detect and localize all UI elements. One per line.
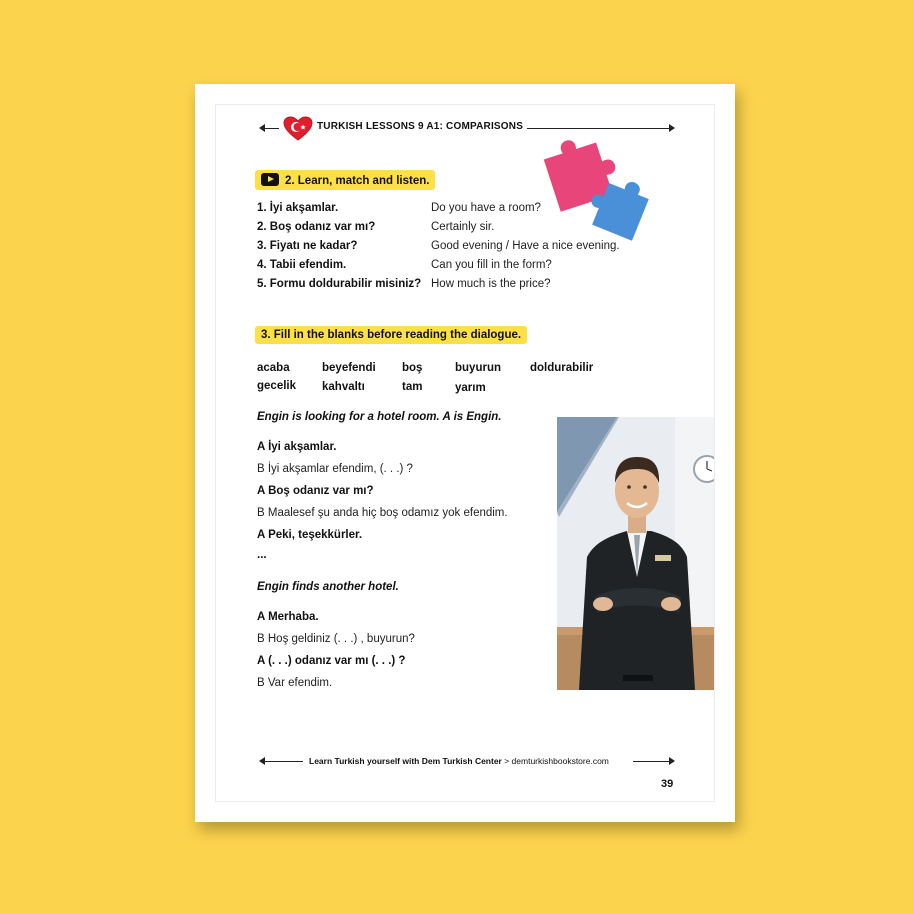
page-title: TURKISH LESSONS 9 A1: COMPARISONS [317, 121, 524, 132]
word-bank-item: gecelik [257, 380, 296, 392]
word-bank-item: kahvaltı [322, 381, 365, 393]
footer-brand: Learn Turkish yourself with Dem Turkish Center [309, 756, 502, 766]
turkish-phrase: 4. Tabii efendim. [257, 259, 347, 271]
page-footer [259, 756, 675, 770]
dialogue-line: A Boş odanız var mı? [257, 485, 374, 497]
match-row [257, 202, 677, 221]
english-phrase: Good evening / Have a nice evening. [431, 240, 620, 252]
english-phrase: Can you fill in the form? [431, 259, 552, 271]
book-page [195, 84, 735, 822]
footer-left-line [263, 761, 303, 762]
dialogue-line: A İyi akşamlar. [257, 441, 337, 453]
play-icon[interactable] [261, 173, 279, 186]
match-row [257, 278, 677, 297]
header-left-line [263, 128, 279, 129]
dialogue-line: B Maalesef şu anda hiç boş odamız yok efendim. [257, 507, 508, 519]
section-2-heading [255, 170, 435, 190]
dialogue-line: A (. . .) odanız var mı (. . .) ? [257, 655, 406, 667]
header-right-line [527, 128, 671, 129]
footer-right-line [633, 761, 671, 762]
dialogue-intro-2: Engin finds another hotel. [257, 581, 399, 593]
turkish-phrase: 5. Formu doldurabilir misiniz? [257, 278, 422, 290]
dialogue-ellipsis: ... [257, 549, 267, 561]
word-bank-item: tam [402, 381, 423, 393]
section-3-title: 3. Fill in the blanks before reading the dialogue. [261, 329, 522, 341]
footer-right-arrow-icon [669, 757, 675, 765]
dialogue-line: B İyi akşamlar efendim, (. . .) ? [257, 463, 413, 475]
match-row [257, 240, 677, 259]
footer-website-link[interactable]: > demturkishbookstore.com [501, 756, 609, 766]
word-bank-item: doldurabilir [530, 362, 594, 374]
section-3-heading [255, 326, 527, 344]
match-row [257, 221, 677, 240]
section-2-title: 2. Learn, match and listen. [285, 175, 430, 187]
english-phrase: Do you have a room? [431, 202, 541, 214]
dialogue-intro: Engin is looking for a hotel room. A is Engin. [257, 411, 502, 423]
word-bank-item: beyefendi [322, 362, 376, 374]
match-list [257, 202, 677, 297]
word-bank-item: buyurun [455, 362, 501, 374]
header-right-arrow-icon [669, 124, 675, 132]
word-bank-item: yarım [455, 382, 486, 394]
dialogue-line: A Peki, teşekkürler. [257, 529, 363, 541]
dialogue-line: B Var efendim. [257, 677, 333, 689]
match-row [257, 259, 677, 278]
footer-text [309, 756, 609, 766]
dialogue-line: A Merhaba. [257, 611, 319, 623]
turkish-phrase: 3. Fiyatı ne kadar? [257, 240, 358, 252]
turkish-phrase: 1. İyi akşamlar. [257, 202, 339, 214]
english-phrase: Certainly sir. [431, 221, 495, 233]
dialogue-line: B Hoş geldiniz (. . .) , buyurun? [257, 633, 415, 645]
turkish-phrase: 2. Boş odanız var mı? [257, 221, 376, 233]
receptionist-photo [557, 417, 714, 690]
word-bank-item: boş [402, 362, 423, 374]
turkish-flag-heart-icon [283, 116, 313, 142]
page-number: 39 [661, 778, 674, 790]
word-bank-item: acaba [257, 362, 290, 374]
english-phrase: How much is the price? [431, 278, 551, 290]
